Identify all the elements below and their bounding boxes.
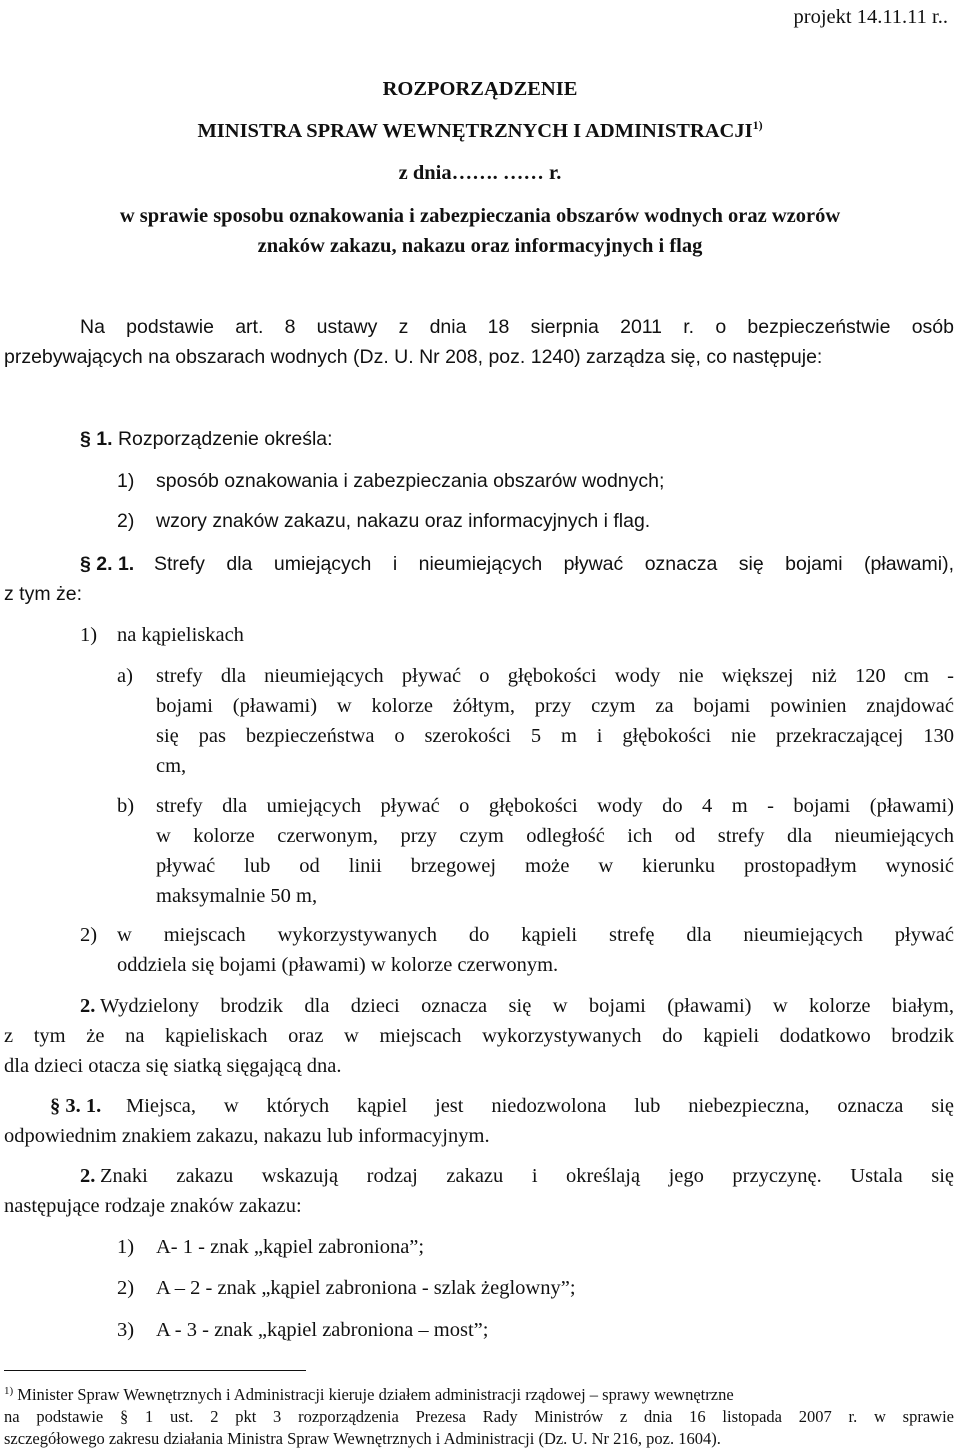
par2-sub2-line-1: Wydzielony brodzik dla dzieci oznacza się w bojami (pławami) w kolorze białym,: [100, 995, 954, 1017]
par2-sub2-marker: 2.: [80, 995, 96, 1017]
par3-sub2-line-2: następujące rodzaje znaków zakazu:: [4, 1195, 302, 1217]
par2-item-2-line-1: w miejscach wykorzystywanych do kąpieli strefę dla nieumiejących pływać: [117, 924, 954, 946]
footnote-line-1-text: Minister Spraw Wewnętrznych i Administracji kieruje działem administracji rządowej – sprawy wewnętrzne: [13, 1385, 734, 1404]
footnote-line-1: [4, 1384, 954, 1406]
par3-item-3-text: A - 3 - znak „kąpiel zabroniona – most”;: [156, 1319, 489, 1341]
issuing-authority-text: MINISTRA SPRAW WEWNĘTRZNYCH I ADMINISTRACJI: [197, 120, 753, 142]
par1-marker: § 1.: [80, 428, 113, 450]
par3-marker: § 3. 1.: [50, 1095, 102, 1117]
par1-item-1-num: 1): [117, 470, 135, 492]
par3-item-2-text: A – 2 - znak „kąpiel zabroniona - szlak żeglowny”;: [156, 1277, 576, 1299]
par1-item-1-text: sposób oznakowania i zabezpieczania obszarów wodnych;: [156, 470, 665, 492]
par2-item-1b-line-1: strefy dla umiejących pływać o głębokości wody do 4 m - bojami (pławami): [156, 795, 954, 817]
par2-item-1a-line-3: się pas bezpieczeństwa o szerokości 5 m i głębokości nie przekraczającej 130: [156, 725, 954, 747]
par2-marker: § 2. 1.: [80, 553, 135, 575]
footnote-mark: 1): [4, 1385, 14, 1397]
par3-item-1-num: 1): [117, 1236, 135, 1258]
footnote-ref: 1): [752, 118, 763, 132]
par1-item-2-text: wzory znaków zakazu, nakazu oraz informacyjnych i flag.: [156, 510, 651, 532]
par3-item-2-num: 2): [117, 1277, 135, 1299]
issuing-authority: [0, 116, 960, 146]
par2-item-2-num: 2): [80, 924, 98, 946]
par2-sub2-line-2: z tym że na kąpieliskach oraz w miejscach wykorzystywanych do kąpieli dodatkowo brodzik: [4, 1025, 954, 1047]
preamble-line-2: przebywających na obszarach wodnych (Dz. U. Nr 208, poz. 1240) zarządza się, co następuje:: [4, 346, 823, 368]
subject-line-1: w sprawie sposobu oznakowania i zabezpieczania obszarów wodnych oraz wzorów: [119, 205, 841, 227]
par1-item-2-num: 2): [117, 510, 135, 532]
par2-item-1a-line-2: bojami (pławami) w kolorze żółtym, przy czym za bojami powinien znajdować: [156, 695, 954, 717]
footnote-separator: [4, 1370, 306, 1371]
par2-item-1b-line-2: w kolorze czerwonym, przy czym odległość ich od strefy dla nieumiejących: [156, 825, 954, 847]
footnote-line-2: na podstawie § 1 ust. 2 pkt 3 rozporządzenia Prezesa Rady Ministrów z dnia 16 listopada 2007 r. w sprawie: [4, 1407, 954, 1426]
par2-item-1b-line-3: pływać lub od linii brzegowej może w kierunku prostopadłym wynosić: [156, 855, 954, 877]
par3-item-3-num: 3): [117, 1319, 135, 1341]
document-type-title: ROZPORZĄDZENIE: [382, 78, 578, 100]
par3-sub2-marker: 2.: [80, 1165, 96, 1187]
document-date: z dnia……. …… r.: [398, 162, 562, 184]
draft-note: projekt 14.11.11 r..: [793, 6, 948, 28]
par3-line-2: odpowiednim znakiem zakazu, nakazu lub informacyjnym.: [4, 1125, 490, 1147]
par2-item-1-num: 1): [80, 624, 98, 646]
par2-lead-line-1: Strefy dla umiejących i nieumiejących pływać oznacza się bojami (pławami),: [154, 553, 954, 575]
par2-item-1a-label: a): [117, 665, 133, 687]
par3-sub2-line-1: Znaki zakazu wskazują rodzaj zakazu i określają jego przyczynę. Ustala się: [100, 1165, 954, 1187]
par2-item-1b-line-4: maksymalnie 50 m,: [156, 885, 318, 907]
par2-lead-line-2: z tym że:: [4, 583, 83, 605]
subject-line-2: znaków zakazu, nakazu oraz informacyjnych i flag: [257, 235, 703, 257]
par2-item-1b-label: b): [117, 795, 135, 817]
par2-item-1a-line-1: strefy dla nieumiejących pływać o głębokości wody nie większej niż 120 cm -: [156, 665, 954, 687]
par2-item-2-line-2: oddziela się bojami (pławami) w kolorze czerwonym.: [117, 954, 559, 976]
par3-item-1-text: A- 1 - znak „kąpiel zabroniona”;: [156, 1236, 425, 1258]
par1-lead: [80, 424, 333, 454]
par3-line-1: Miejsca, w których kąpiel jest niedozwolona lub niebezpieczna, oznacza się: [126, 1095, 954, 1117]
footnote-line-3: szczegółowego zakresu działania Ministra Spraw Wewnętrznych i Administracji (Dz. U. Nr 216, poz. 1604).: [4, 1429, 721, 1448]
preamble-line-1: Na podstawie art. 8 ustawy z dnia 18 sierpnia 2011 r. o bezpieczeństwie osób: [80, 316, 954, 338]
par1-lead-text: Rozporządzenie określa:: [112, 428, 333, 450]
par2-sub2-line-3: dla dzieci otacza się siatką sięgającą dna.: [4, 1055, 342, 1077]
par2-item-1a-line-4: cm,: [156, 755, 187, 777]
par2-item-1-text: na kąpieliskach: [117, 624, 244, 646]
